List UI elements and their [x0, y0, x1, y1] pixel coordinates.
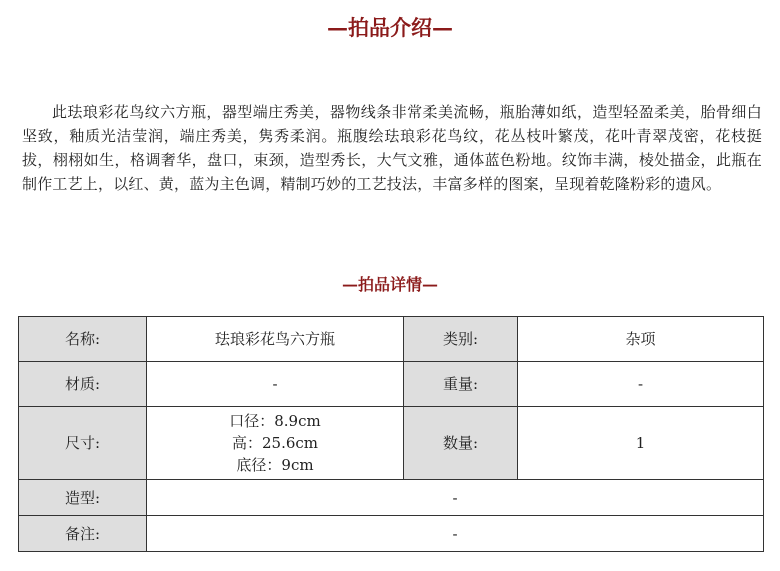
quantity-value: 1 [518, 407, 764, 480]
intro-section-title: —拍品介绍— [327, 15, 453, 40]
notes-value: - [147, 516, 764, 552]
size-value [147, 407, 404, 480]
quantity-label: 数量: [404, 407, 518, 480]
mouth-diameter: 口径：8.9cm [229, 412, 321, 430]
category-label: 类别: [404, 317, 518, 362]
shape-label: 造型: [19, 480, 147, 516]
table-row [19, 362, 764, 407]
base-diameter: 底径：9cm [236, 456, 314, 474]
size-label: 尺寸: [19, 407, 147, 480]
details-table [18, 316, 764, 552]
table-row [19, 407, 764, 480]
weight-label: 重量: [404, 362, 518, 407]
shape-value: - [147, 480, 764, 516]
weight-value: - [518, 362, 764, 407]
category-value: 杂项 [518, 317, 764, 362]
table-row [19, 480, 764, 516]
table-row [19, 317, 764, 362]
intro-paragraph: 此珐琅彩花鸟纹六方瓶，器型端庄秀美，器物线条非常柔美流畅，瓶胎薄如纸，造型轻盈柔美，胎骨细白坚致，釉质光洁莹润，端庄秀美，隽秀柔润。瓶腹绘珐琅彩花鸟纹，花丛枝叶繁茂，花叶青翠茂密，花枝挺拔，栩栩如生，格调奢华，盘口，束颈，造型秀长，大气文雅，通体蓝色粉地。纹饰丰满，棱处描金，此瓶在制作工艺上，以红、黄，蓝为主色调，精制巧妙的工艺技法，丰富多样的图案，呈现着乾隆粉彩的遗风。 [22, 103, 762, 193]
name-label: 名称: [19, 317, 147, 362]
notes-label: 备注: [19, 516, 147, 552]
name-value: 珐琅彩花鸟六方瓶 [147, 317, 404, 362]
table-row [19, 516, 764, 552]
height: 高：25.6cm [231, 434, 319, 452]
details-section-title: —拍品详情— [341, 275, 438, 294]
material-value: - [147, 362, 404, 407]
material-label: 材质: [19, 362, 147, 407]
